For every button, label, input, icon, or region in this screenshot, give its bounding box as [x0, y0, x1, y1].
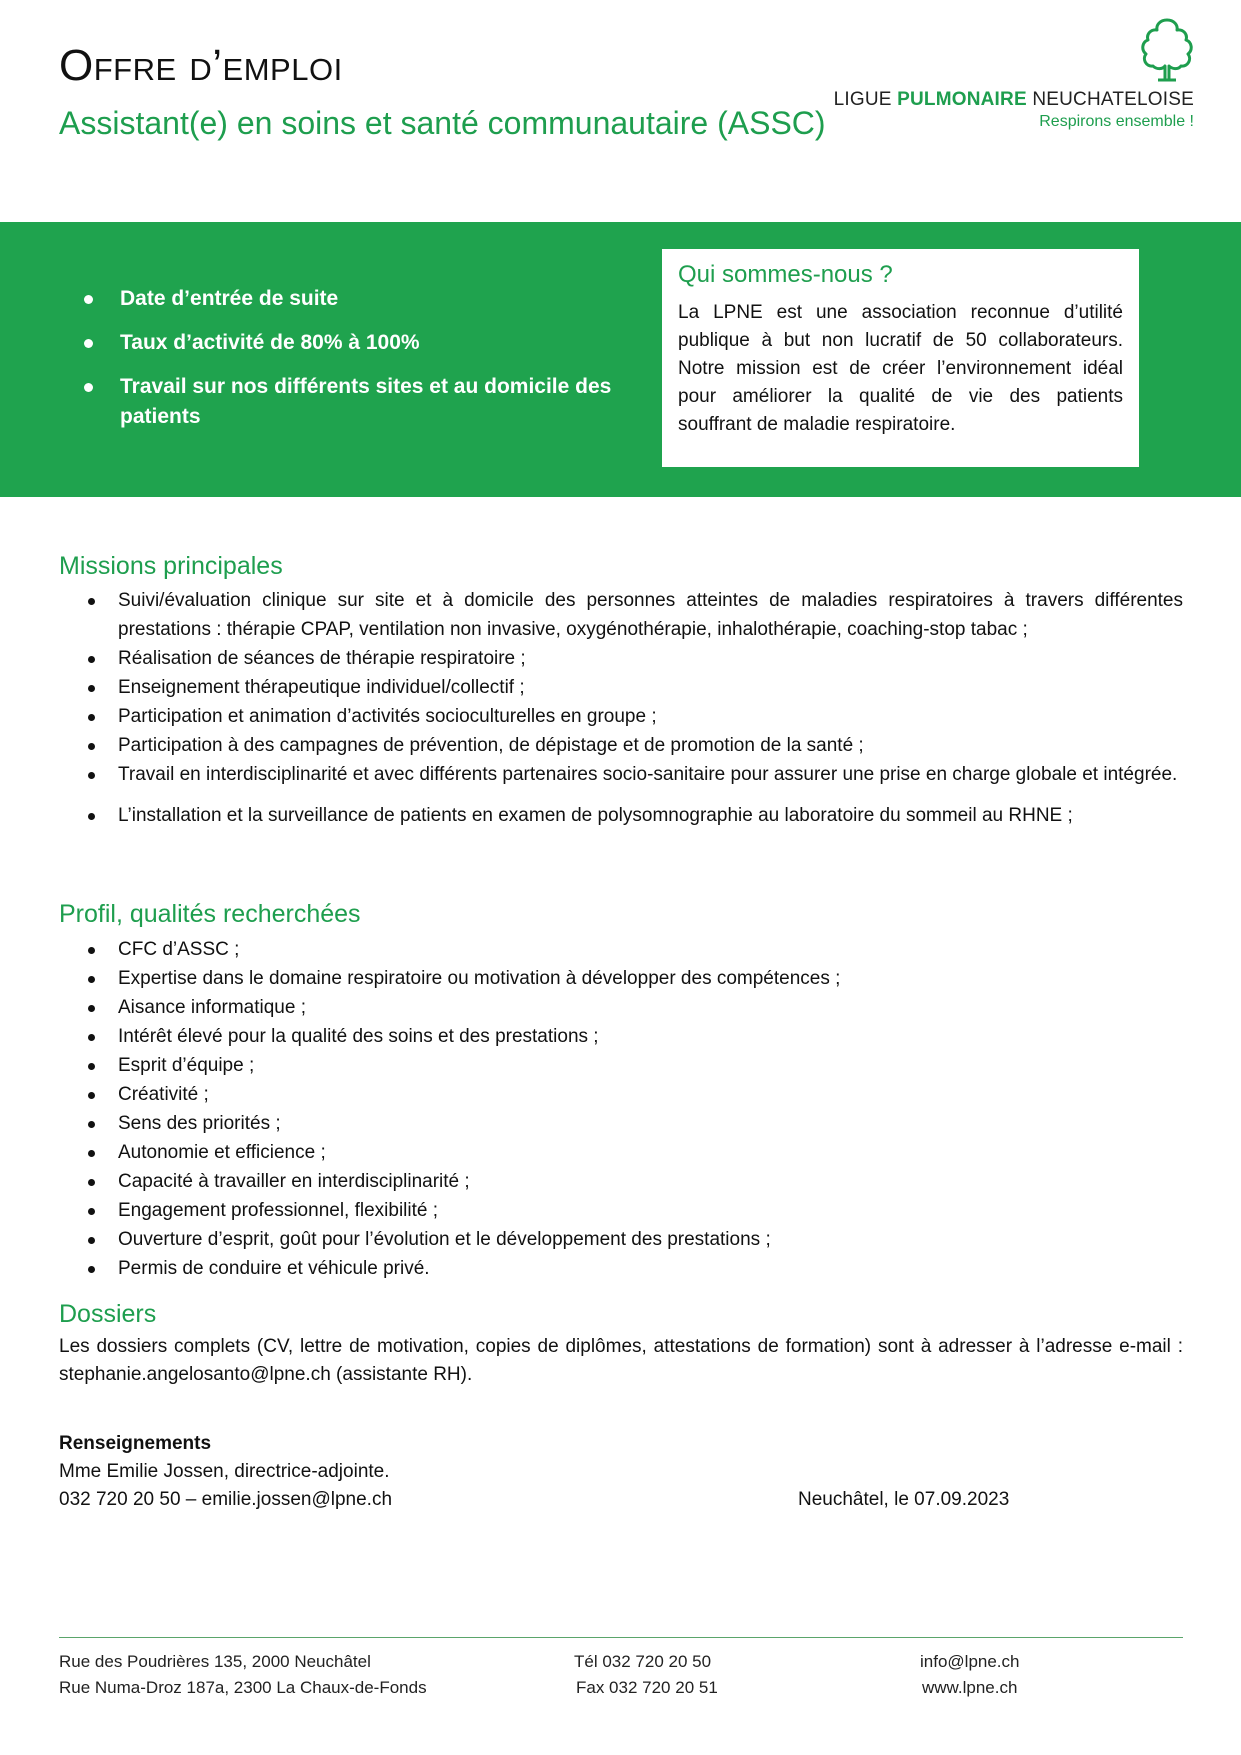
logo: [833, 16, 1200, 136]
footer-tel: Tél 032 720 20 50: [574, 1652, 712, 1671]
missions-list: [59, 586, 1183, 830]
highlights-band: [0, 222, 1241, 497]
list-item: Permis de conduire et véhicule privé.: [59, 1254, 1183, 1283]
list-item: Participation à des campagnes de prévention, de dépistage et de promotion de la santé ;: [59, 731, 1183, 760]
list-item: Ouverture d’esprit, goût pour l’évolution et le développement des prestations ;: [59, 1225, 1183, 1254]
list-item: Travail en interdisciplinarité et avec différents partenaires socio-sanitaire pour assurer une prise en charge globale et intégrée.: [59, 760, 1183, 789]
profil-list: [59, 935, 1183, 1283]
list-item: Esprit d’équipe ;: [59, 1051, 1183, 1080]
list-item: CFC d’ASSC ;: [59, 935, 1183, 964]
list-item: L’installation et la surveillance de patients en examen de polysomnographie au laboratoire du sommeil au RHNE ;: [59, 801, 1183, 830]
tree-icon: [1136, 16, 1198, 84]
dossiers-text: Les dossiers complets (CV, lettre de motivation, copies de diplômes, attestations de formation) sont à adresser à l’adresse e-mail : stephanie.angelosanto@lpne.ch (assistante RH).: [59, 1336, 1183, 1385]
list-item: Intérêt élevé pour la qualité des soins et des prestations ;: [59, 1022, 1183, 1051]
list-item: Date d’entrée de suite: [82, 284, 612, 314]
footer-divider: [59, 1637, 1183, 1638]
dossiers-title: Dossiers: [59, 1300, 157, 1328]
job-title: Assistant(e) en soins et santé communautaire (ASSC): [59, 105, 826, 141]
list-item: Autonomie et efficience ;: [59, 1138, 1183, 1167]
footer-website: www.lpne.ch: [922, 1678, 1018, 1697]
list-item: Capacité à travailler en interdisciplinarité ;: [59, 1167, 1183, 1196]
list-item: Aisance informatique ;: [59, 993, 1183, 1022]
list-item: Participation et animation d’activités socioculturelles en groupe ;: [59, 702, 1183, 731]
document-date: Neuchâtel, le 07.09.2023: [798, 1489, 1010, 1510]
highlights-list: [82, 284, 612, 446]
about-text: La LPNE est une association reconnue d’utilité publique à but non lucratif de 50 collaborateurs. Notre mission est de créer l’environnement idéal pour améliorer la qualité de vie des patients souffrant de maladie respiratoire.: [678, 302, 1123, 435]
contact-block: [59, 1430, 392, 1514]
list-item: Sens des priorités ;: [59, 1109, 1183, 1138]
list-item: Taux d’activité de 80% à 100%: [82, 328, 612, 358]
list-item: Réalisation de séances de thérapie respiratoire ;: [59, 644, 1183, 673]
about-box: [662, 249, 1139, 467]
document-title: Offre d’emploi: [59, 41, 343, 90]
list-item: Créativité ;: [59, 1080, 1183, 1109]
profil-title: Profil, qualités recherchées: [59, 900, 361, 928]
list-item: Expertise dans le domaine respiratoire ou motivation à développer des compétences ;: [59, 964, 1183, 993]
missions-title: Missions principales: [59, 552, 283, 580]
footer-fax: Fax 032 720 20 51: [576, 1678, 718, 1697]
list-item: Suivi/évaluation clinique sur site et à domicile des personnes atteintes de maladies respiratoires à travers différentes prestations : thérapie CPAP, ventilation non invasive, oxygénothérapie, inhalothérapie, coaching-stop tabac ;: [59, 586, 1183, 644]
list-item: Enseignement thérapeutique individuel/collectif ;: [59, 673, 1183, 702]
list-item: Engagement professionnel, flexibilité ;: [59, 1196, 1183, 1225]
about-title: Qui sommes-nous ?: [678, 261, 893, 288]
footer-address-1: Rue des Poudrières 135, 2000 Neuchâtel: [59, 1652, 371, 1671]
contact-person: Mme Emilie Jossen, directrice-adjointe.: [59, 1461, 390, 1482]
logo-name: LIGUE PULMONAIRE NEUCHATELOISE: [833, 89, 1194, 110]
contact-details: 032 720 20 50 – emilie.jossen@lpne.ch: [59, 1489, 393, 1510]
footer-email: info@lpne.ch: [920, 1652, 1020, 1671]
list-item: Travail sur nos différents sites et au domicile des patients: [82, 372, 612, 432]
logo-slogan: Respirons ensemble !: [1039, 113, 1194, 130]
footer-address-2: Rue Numa-Droz 187a, 2300 La Chaux-de-Fonds: [59, 1678, 427, 1697]
contact-label: Renseignements: [59, 1433, 212, 1454]
